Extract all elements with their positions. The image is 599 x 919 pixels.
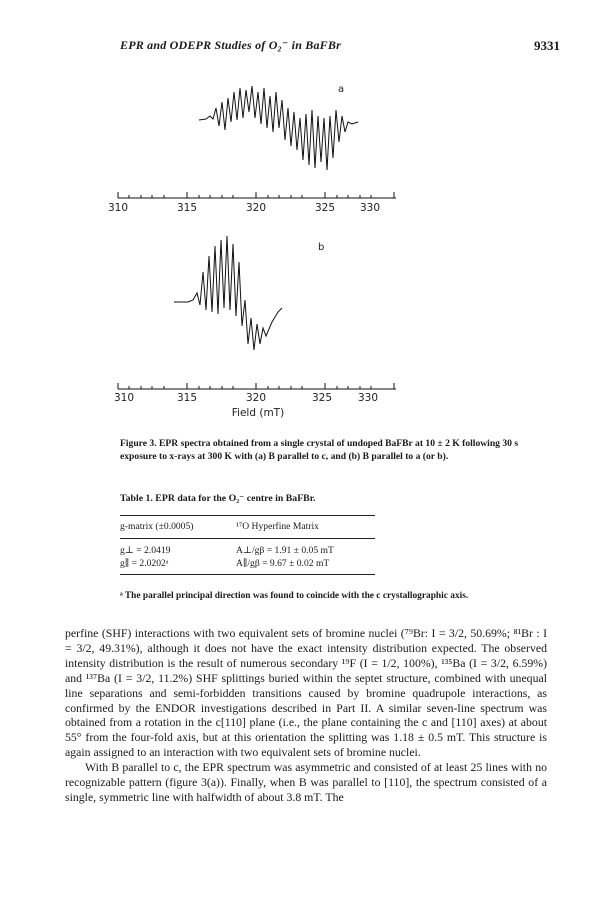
axis-b-tick-330: 330 xyxy=(357,392,379,404)
paragraph-2: With B parallel to c, the EPR spectrum was asymmetric and consisted of at least 25 lines with no recognizable pattern (figure 3(a)). Finally, when B was parallel to [110], the spectrum consisted of a single, symmetric line with halfwidth of about 3.8 mT. The xyxy=(65,760,547,804)
axis-b-tick-325: 325 xyxy=(311,392,333,404)
axis-b-tick-320: 320 xyxy=(245,392,267,404)
body-text xyxy=(65,626,547,805)
paragraph-1: perfine (SHF) interactions with two equivalent sets of bromine nuclei (⁷⁹Br: I = 3/2, 50.69%; ⁸¹Br : I = 3/2, 49.31%), although it does not have the exact intensity distribution expected. The observed intensity distribution is the result of numerous secondary ¹⁹F (I = 1/2, 100%), ¹³⁵Ba (I = 3/2, 6.59%) and ¹³⁷Ba (I = 3/2, 11.2%) SHF splittings buried within the septet structure, combined with unequal line separations and semi-forbidden transitions caused by bromine quadrupole interactions, as confirmed by the ENDOR investigations described in Part II. A similar seven-line spectrum was obtained from a rotation in the c[110] plane (i.e., the plane containing the c and [110] axes) at about 55° from the four-fold axis, but at this orientation the splitting was 1.18 ± 0.5 mT. This structure is again assigned to an interaction with two equivalent sets of bromine nuclei. xyxy=(65,626,547,760)
table-col1-header: g-matrix (±0.0005) xyxy=(120,521,194,532)
axis-a-tick-320: 320 xyxy=(245,202,267,214)
caption-label: Figure 3. xyxy=(120,438,157,449)
table-header-rule xyxy=(120,538,375,539)
spectrum-a-trace xyxy=(199,86,358,170)
axis-a xyxy=(118,192,396,198)
spectrum-b-trace xyxy=(174,236,282,350)
page-number: 9331 xyxy=(534,38,560,53)
panel-b-label: b xyxy=(318,242,325,253)
table-g-perp: g⊥ = 2.0419 xyxy=(120,545,171,556)
figure-caption xyxy=(120,438,540,463)
axis-b xyxy=(118,383,396,389)
axis-a-tick-325: 325 xyxy=(314,202,336,214)
x-axis-label: Field (mT) xyxy=(231,407,285,419)
running-head: EPR and ODEPR Studies of O₂⁻ in BaFBr xyxy=(120,38,341,52)
table-bottom-rule xyxy=(120,574,375,575)
table-g-par: g∥ = 2.0202ᵃ xyxy=(120,558,169,569)
table-col2-header: ¹⁷O Hyperfine Matrix xyxy=(236,521,319,532)
table-title: Table 1. EPR data for the O₂⁻ centre in BaFBr. xyxy=(120,493,316,504)
table-a-par: A∥/gβ = 9.67 ± 0.02 mT xyxy=(236,558,330,569)
axis-a-tick-330: 330 xyxy=(359,202,381,214)
axis-a-tick-310: 310 xyxy=(107,202,129,214)
table-footnote: ᵃ The parallel principal direction was found to coincide with the c crystallographic axis. xyxy=(120,591,469,601)
table-a-perp: A⊥/gβ = 1.91 ± 0.05 mT xyxy=(236,545,334,556)
axis-b-tick-310: 310 xyxy=(113,392,135,404)
caption-text: EPR spectra obtained from a single crystal of undoped BaFBr at 10 ± 2 K following 30 s exposure to x-rays at 300 K with (a) B parallel to c, and (b) B parallel to a (or b). xyxy=(120,438,519,462)
table-top-rule xyxy=(120,515,375,516)
axis-b-tick-315: 315 xyxy=(176,392,198,404)
figure-3 xyxy=(0,0,599,430)
axis-a-tick-315: 315 xyxy=(176,202,198,214)
panel-a-label: a xyxy=(338,84,345,95)
